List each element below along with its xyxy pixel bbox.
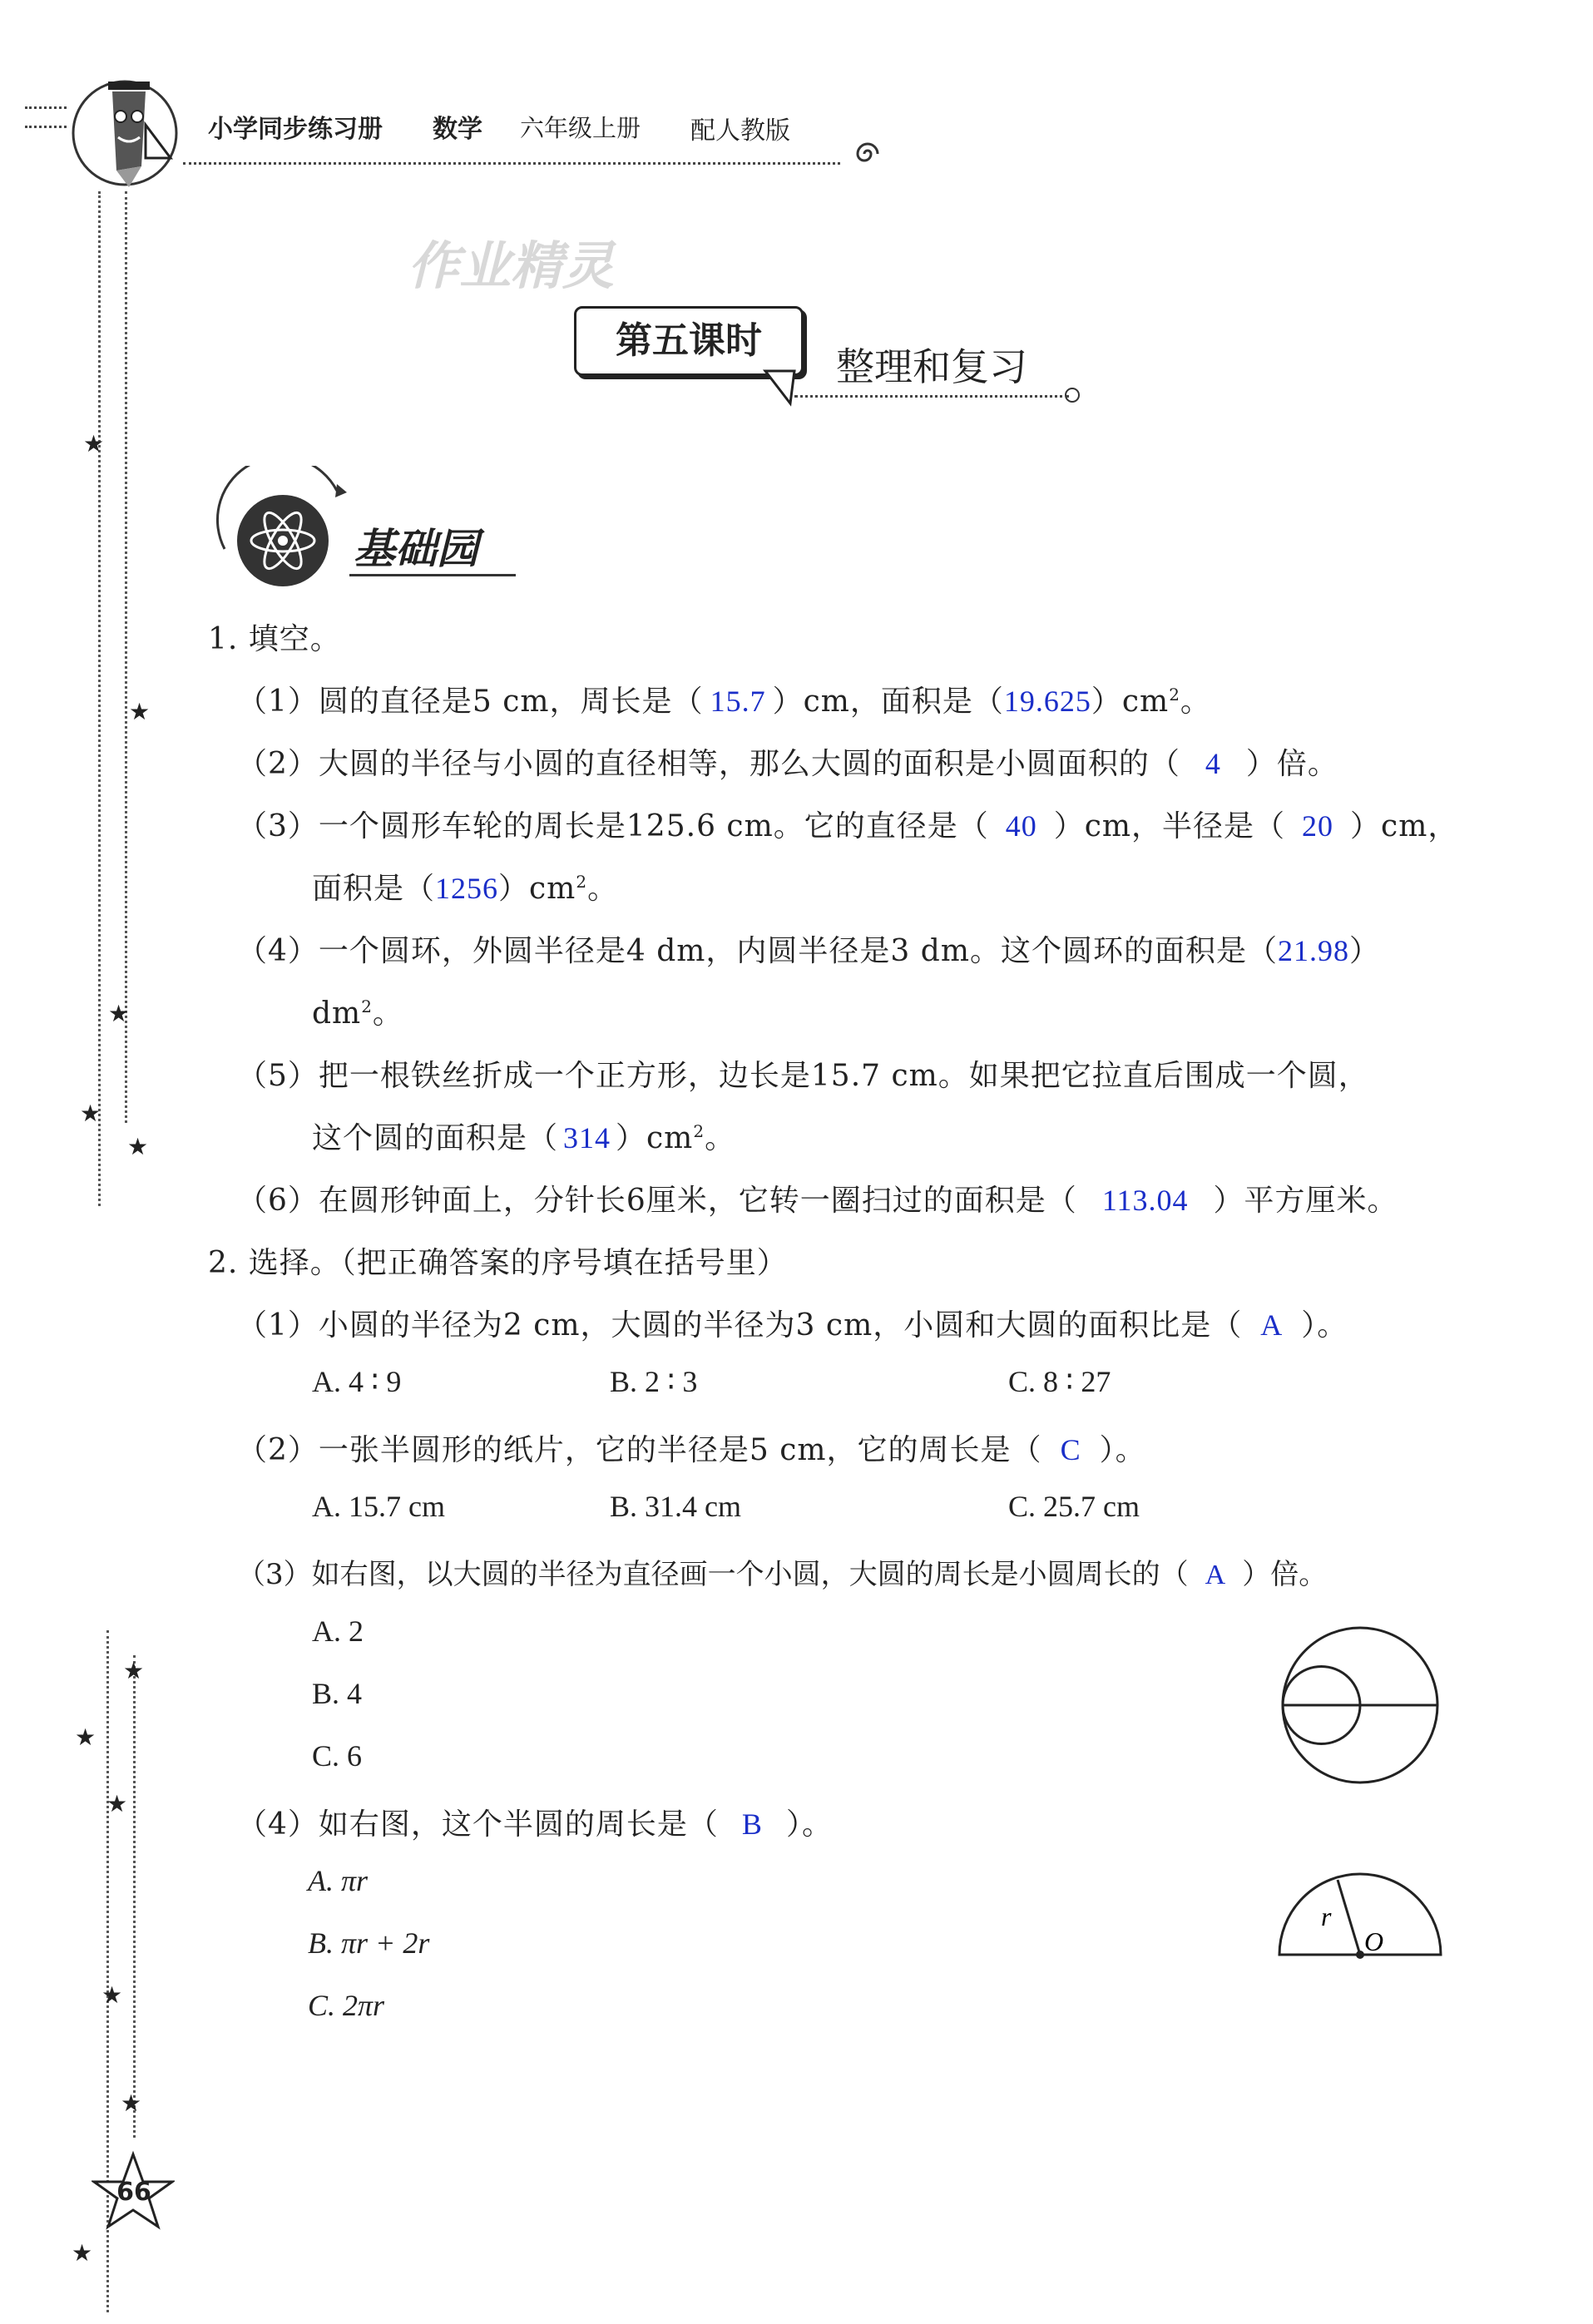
item-number: （5） xyxy=(237,1059,319,1093)
q2-item-3 xyxy=(237,1551,1327,1592)
item-text: 。 xyxy=(587,872,619,906)
margin-line-1 xyxy=(98,191,101,1206)
answer: 113.04 xyxy=(1101,1184,1189,1217)
option-c: C. 8 ∶ 27 xyxy=(1008,1365,1111,1398)
q1-item-5-line2 xyxy=(312,1115,735,1157)
book-title: 小学同步练习册 xyxy=(208,115,383,144)
lesson-title-underline xyxy=(794,395,1069,398)
q2-item-4 xyxy=(237,1801,833,1843)
section-underline xyxy=(349,574,516,576)
underline-end-icon xyxy=(1065,388,1080,403)
q1-item-6 xyxy=(237,1177,1398,1219)
item-text: ）cm xyxy=(498,872,576,906)
star-icon: ★ xyxy=(80,1100,101,1127)
option-a: A. 4 ∶ 9 xyxy=(312,1365,402,1398)
q1-item-5 xyxy=(237,1052,1369,1095)
header-underline xyxy=(183,162,840,165)
margin-line-4 xyxy=(133,1655,136,2138)
item-text: ）平方厘米。 xyxy=(1213,1184,1398,1218)
option-a: A. 15.7 cm xyxy=(312,1490,445,1523)
star-icon: ★ xyxy=(72,2239,93,2267)
star-icon: ★ xyxy=(123,1657,145,1684)
item-text: 如右图，这个半圆的周长是（ xyxy=(318,1807,719,1842)
answer: 19.625 xyxy=(1003,685,1091,718)
center-label: O xyxy=(1364,1926,1384,1956)
answer: A xyxy=(1260,1308,1284,1342)
option-b: B. πr + 2r xyxy=(308,1926,430,1960)
item-text: 这个圆的面积是（ xyxy=(312,1121,559,1155)
q2-item-1 xyxy=(237,1302,1348,1344)
item-text: 圆的直径是5 cm，周长是（ xyxy=(318,685,704,719)
item-number: （4） xyxy=(237,1807,319,1842)
star-icon: ★ xyxy=(129,698,151,725)
q1-item-3 xyxy=(237,803,1458,845)
item-text: ）cm，面积是（ xyxy=(772,685,1004,719)
subject: 数学 xyxy=(433,115,482,144)
item-number: （1） xyxy=(237,1308,319,1342)
item-text: ）。 xyxy=(1099,1433,1146,1467)
item-text: ）cm xyxy=(1091,685,1170,719)
answer: 1256 xyxy=(435,872,499,905)
item-text: ） xyxy=(1348,934,1380,968)
superscript: 2 xyxy=(693,1121,705,1141)
item-text: 。 xyxy=(705,1121,736,1155)
answer: 40 xyxy=(1005,809,1037,843)
item-text: ）。 xyxy=(785,1807,833,1842)
item-text: 。 xyxy=(1180,685,1211,719)
item-number: （1） xyxy=(237,685,319,719)
answer: B xyxy=(741,1807,763,1841)
q1-heading: 1. 填空。 xyxy=(208,622,341,656)
grade: 六年级上册 xyxy=(520,114,641,142)
q1-item-2 xyxy=(237,740,1338,783)
watermark: 作业精灵 xyxy=(408,235,615,296)
option-b: B. 31.4 cm xyxy=(610,1490,741,1523)
star-icon: ★ xyxy=(106,1790,128,1817)
item-text: 如右图，以大圆的半径为直径画一个小圆，大圆的周长是小圆周长的（ xyxy=(311,1558,1189,1591)
option-b: B. 2 ∶ 3 xyxy=(610,1365,698,1398)
item-number: （6） xyxy=(237,1184,319,1218)
item-text: ）倍。 xyxy=(1245,747,1338,781)
answer: A xyxy=(1205,1560,1226,1590)
radius-label: r xyxy=(1321,1901,1332,1931)
item-text: ）倍。 xyxy=(1242,1558,1328,1591)
answer: 15.7 xyxy=(710,685,766,718)
item-text: 一个圆形车轮的周长是125.6 cm。它的直径是（ xyxy=(318,809,989,843)
answer: 21.98 xyxy=(1277,934,1349,967)
q1-item-3-line2 xyxy=(312,865,618,907)
option-a: A. 2 xyxy=(312,1614,364,1648)
header-title-bar xyxy=(183,108,848,166)
item-text: 大圆的半径与小圆的直径相等，那么大圆的面积是小圆面积的（ xyxy=(318,747,1180,781)
option-c: C. 2πr xyxy=(308,1989,385,2022)
lesson-label: 第五课时 xyxy=(574,306,804,376)
answer: C xyxy=(1060,1433,1081,1466)
superscript: 2 xyxy=(361,996,373,1016)
swirl-icon xyxy=(847,133,888,178)
edition: 配人教版 xyxy=(690,116,790,146)
star-icon: ★ xyxy=(121,2089,142,2117)
option-c: C. 25.7 cm xyxy=(1008,1490,1140,1523)
item-text: 面积是（ xyxy=(312,872,436,906)
q2-heading: 2. 选择。（把正确答案的序号填在括号里） xyxy=(208,1246,788,1280)
item-text: 一张半圆形的纸片，它的半径是5 cm，它的周长是（ xyxy=(318,1433,1042,1467)
item-text: 在圆形钟面上，分针长6厘米，它转一圈扫过的面积是（ xyxy=(318,1184,1077,1218)
item-number: （3） xyxy=(237,1558,312,1591)
section-title: 基础园 xyxy=(354,524,478,573)
option-a: A. πr xyxy=(308,1864,369,1897)
item-text: 。 xyxy=(372,996,403,1031)
item-number: （2） xyxy=(237,1433,319,1467)
item-text: ）cm xyxy=(616,1121,694,1155)
superscript: 2 xyxy=(576,872,588,892)
answer: 4 xyxy=(1205,747,1221,780)
star-icon: ★ xyxy=(75,1723,96,1751)
mascot-icon xyxy=(67,67,183,191)
lesson-box-tail xyxy=(749,366,799,411)
item-text: dm xyxy=(312,996,362,1031)
circles-figure xyxy=(1277,1622,1443,1792)
q1-item-4 xyxy=(237,927,1380,970)
margin-line-2 xyxy=(125,191,127,1123)
q1-item-1 xyxy=(237,678,1211,720)
atom-icon xyxy=(212,466,354,594)
answer: 314 xyxy=(563,1121,611,1155)
item-number: （3） xyxy=(237,809,319,843)
answer: 20 xyxy=(1302,809,1334,843)
item-text: ）cm， xyxy=(1350,809,1459,843)
superscript: 2 xyxy=(1169,685,1180,705)
star-icon: ★ xyxy=(101,1981,123,2009)
star-icon: ★ xyxy=(127,1133,149,1160)
lesson-title: 整理和复习 xyxy=(836,344,1027,389)
q2-item-2 xyxy=(237,1427,1146,1469)
star-icon: ★ xyxy=(83,430,105,457)
option-b: B. 4 xyxy=(312,1677,363,1710)
item-number: （2） xyxy=(237,747,319,781)
star-icon: ★ xyxy=(108,1000,130,1027)
item-text: 把一根铁丝折成一个正方形，边长是15.7 cm。如果把它拉直后围成一个圆， xyxy=(318,1059,1369,1093)
item-text: 小圆的半径为2 cm，大圆的半径为3 cm，小圆和大圆的面积比是（ xyxy=(318,1308,1243,1342)
header-dots-left xyxy=(25,106,67,128)
q1-item-4-line2 xyxy=(312,990,403,1032)
item-number: （4） xyxy=(237,934,319,968)
option-c: C. 6 xyxy=(312,1739,363,1773)
item-text: ）cm，半径是（ xyxy=(1053,809,1286,843)
item-text: 一个圆环，外圆半径是4 dm，内圆半径是3 dm。这个圆环的面积是（ xyxy=(318,934,1278,968)
item-text: ）。 xyxy=(1301,1308,1348,1342)
semicircle-figure xyxy=(1273,1867,1447,1970)
page-number: 66 xyxy=(116,2178,151,2207)
